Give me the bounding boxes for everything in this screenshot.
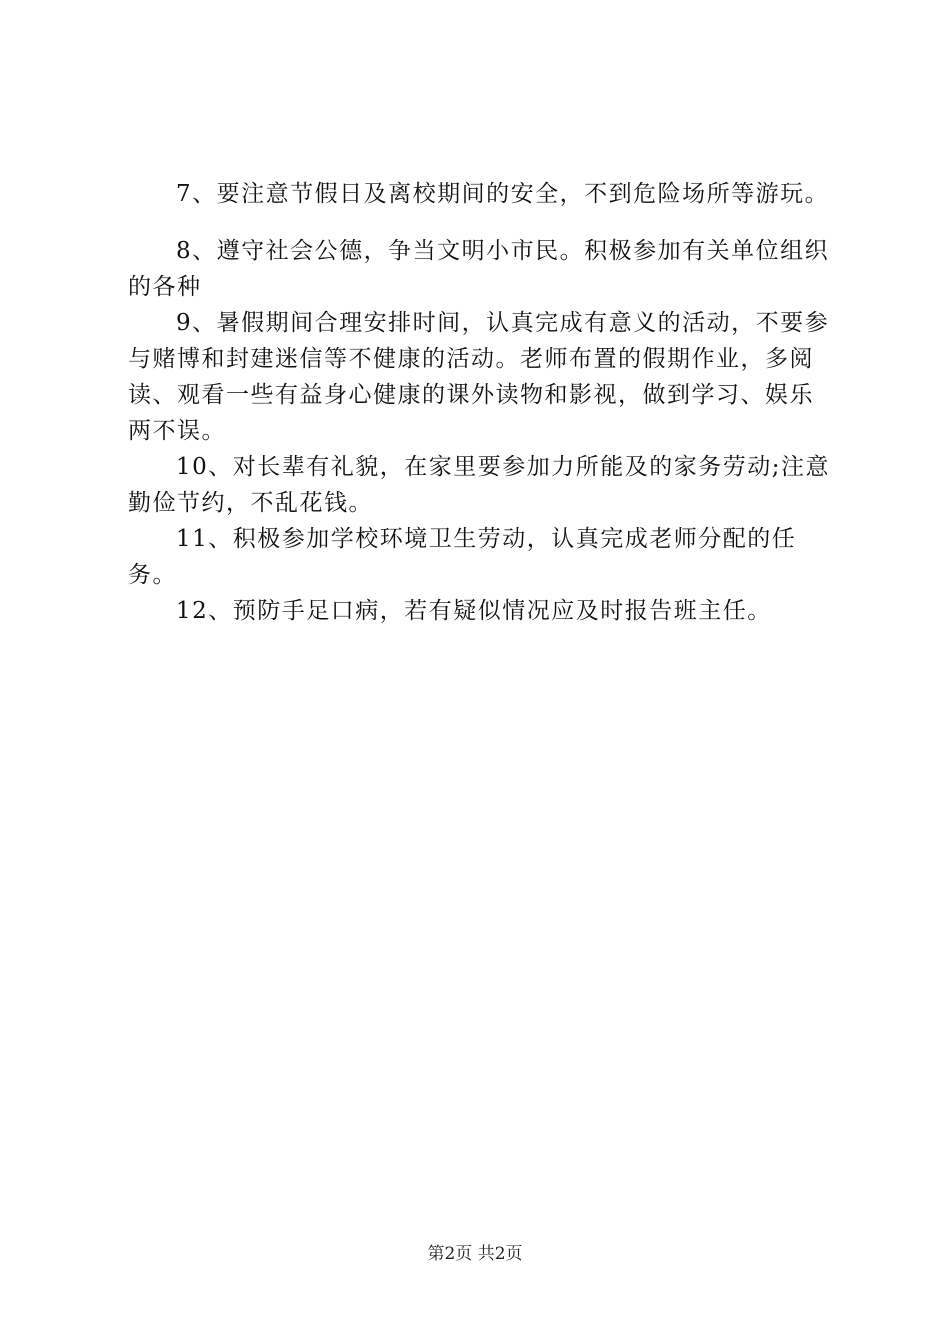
paragraph-7: 7、要注意节假日及离校期间的安全，不到危险场所等游玩。 bbox=[176, 181, 830, 207]
paragraph-11: 11、积极参加学校环境卫生劳动，认真完成老师分配的任务。 bbox=[128, 526, 797, 588]
paragraph-8: 8、遵守社会公德，争当文明小市民。积极参加有关单位组织的各种 bbox=[128, 238, 830, 300]
paragraph-9: 9、暑假期间合理安排时间，认真完成有意义的活动，不要参与赌博和封建迷信等不健康的活动。老师布置的假期作业，多阅读、观看一些有益身心健康的课外读物和影视，做到学习、娱乐两不误。 bbox=[128, 310, 830, 444]
paragraph-12: 12、预防手足口病，若有疑似情况应及时报告班主任。 bbox=[176, 598, 772, 624]
document-body bbox=[128, 176, 838, 629]
paragraph-10: 10、对长辈有礼貌，在家里要参加力所能及的家务劳动;注意勤俭节约，不乱花钱。 bbox=[128, 454, 831, 516]
page-number-footer: 第2页 共2页 bbox=[427, 1244, 523, 1264]
